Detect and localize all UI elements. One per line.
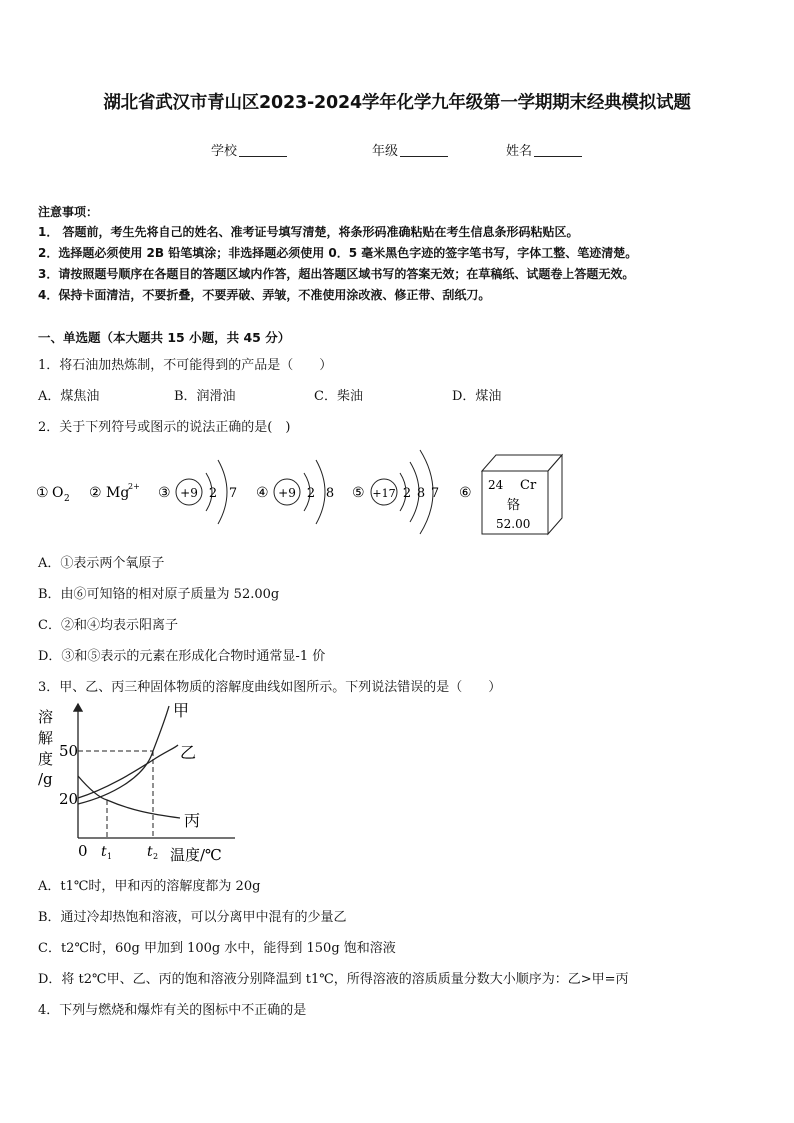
diagram-5-number: ⑤ (352, 485, 365, 501)
symbol-1-subscript: 2 (64, 494, 70, 504)
series-label-jia: 甲 (173, 701, 190, 720)
nucleus-3-charge: +9 (180, 486, 198, 500)
y-axis-label: 溶 (38, 708, 54, 726)
diagram-3-number: ③ (158, 485, 171, 501)
q1-stem: 1．将石油加热炼制，不可能得到的产品是（ ） (38, 358, 333, 373)
electron-count: 2 (208, 486, 218, 501)
curve-yi (78, 745, 178, 798)
name-blank[interactable] (534, 144, 582, 157)
q3-stem: 3．甲、乙、丙三种固体物质的溶解度曲线如图所示。下列说法错误的是（ ） (38, 680, 502, 695)
q3-option-c[interactable]: C．t2℃时，60g 甲加到 100g 水中，能得到 150g 饱和溶液 (38, 941, 396, 956)
nucleus-5-charge: +17 (372, 487, 396, 500)
shell-arc (218, 460, 227, 524)
grade-field (372, 140, 448, 159)
cell-mass: 52.00 (496, 517, 531, 531)
series-label-bing: 丙 (184, 811, 201, 830)
q2-option-c[interactable]: C．②和④均表示阳离子 (38, 618, 178, 633)
q2-option-a[interactable]: A．①表示两个氧原子 (38, 556, 165, 571)
cell-atomic-number: 24 (488, 478, 504, 492)
symbol-2-formula: Mg (106, 485, 130, 501)
element-cell (482, 455, 562, 534)
diagram-4-number: ④ (256, 485, 269, 501)
nucleus-4-charge: +9 (278, 486, 296, 500)
curve-jia (78, 706, 169, 804)
school-blank[interactable] (239, 144, 287, 157)
q3-option-a[interactable]: A．t1℃时，甲和丙的溶解度都为 20g (38, 879, 261, 894)
q2-figure (0, 440, 794, 540)
notice-item: 3．请按照题号顺序在各题目的答题区域内作答，超出答题区域书写的答案无效；在草稿纸、试题卷上答题无效。 (38, 267, 635, 281)
x-tick-label: t (101, 844, 107, 860)
x-axis-label: 温度/℃ (170, 846, 222, 864)
x-tick-label: t (147, 844, 153, 860)
notice-heading: 注意事项： (38, 205, 99, 219)
notice-item: 1． 答题前，考生先将自己的姓名、准考证号填写清楚，将条形码准确粘贴在考生信息条形码粘贴区。 (38, 225, 579, 239)
electron-count: 2 (402, 486, 412, 501)
q2-option-d[interactable]: D．③和⑤表示的元素在形成化合物时通常显-1 价 (38, 649, 326, 664)
q2-stem: 2．关于下列符号或图示的说法正确的是( ) (38, 420, 291, 435)
section-heading: 一、单选题（本大题共 15 小题，共 45 分） (38, 330, 291, 345)
y-axis-label: 度 (38, 750, 54, 768)
q3-option-d[interactable]: D．将 t2℃甲、乙、丙的饱和溶液分别降温到 t1℃，所得溶液的溶质质量分数大小顺序为：乙>甲=丙 (38, 972, 629, 987)
q2-option-b[interactable]: B．由⑥可知铬的相对原子质量为 52.00g (38, 587, 280, 602)
y-tick-label: 20 (59, 790, 79, 808)
solubility-chart (30, 698, 250, 868)
notice-item: 4．保持卡面清洁，不要折叠，不要弄破、弄皱，不准使用涂改液、修正带、刮纸刀。 (38, 288, 491, 302)
symbol-1-formula: O (52, 485, 64, 501)
name-field (506, 140, 582, 159)
electron-count: 8 (325, 486, 335, 501)
origin-label: 0 (78, 842, 88, 860)
x-tick-subscript: 2 (153, 852, 159, 861)
electron-count: 7 (228, 486, 238, 501)
x-tick-subscript: 1 (107, 852, 113, 861)
q4-stem: 4．下列与燃烧和爆炸有关的图标中不正确的是 (38, 1003, 307, 1018)
school-label: 学校 (211, 144, 238, 159)
symbol-2-number: ② (89, 485, 102, 501)
y-tick-label: 50 (59, 742, 79, 760)
q1-option-c[interactable]: C．柴油 (314, 389, 363, 404)
symbol-2-superscript: 2+ (128, 482, 140, 491)
electron-count: 7 (430, 486, 440, 501)
q1-option-a[interactable]: A．煤焦油 (38, 389, 100, 404)
q3-option-b[interactable]: B．通过冷却热饱和溶液，可以分离甲中混有的少量乙 (38, 910, 347, 925)
electron-count: 8 (416, 486, 426, 501)
q1-option-d[interactable]: D．煤油 (452, 389, 502, 404)
shell-arc (316, 460, 325, 524)
electron-count: 2 (306, 486, 316, 501)
grade-blank[interactable] (400, 144, 448, 157)
exam-title: 湖北省武汉市青山区2023-2024学年化学九年级第一学期期末经典模拟试题 (103, 93, 691, 113)
q1-option-b[interactable]: B．润滑油 (174, 389, 236, 404)
grade-label: 年级 (372, 144, 399, 159)
y-axis-label: 解 (38, 729, 54, 747)
series-label-yi: 乙 (180, 743, 197, 762)
diagram-6-number: ⑥ (459, 485, 472, 501)
school-field (211, 140, 287, 159)
cell-name: 铬 (507, 498, 521, 513)
notice-item: 2．选择题必须使用 2B 铅笔填涂；非选择题必须使用 0．5 毫米黑色字迹的签字笔书写，字体工整、笔迹清楚。 (38, 246, 638, 260)
y-axis-label: /g (38, 770, 53, 788)
name-label: 姓名 (506, 144, 533, 159)
cell-symbol: Cr (520, 478, 537, 493)
symbol-1-number: ① (36, 485, 49, 501)
